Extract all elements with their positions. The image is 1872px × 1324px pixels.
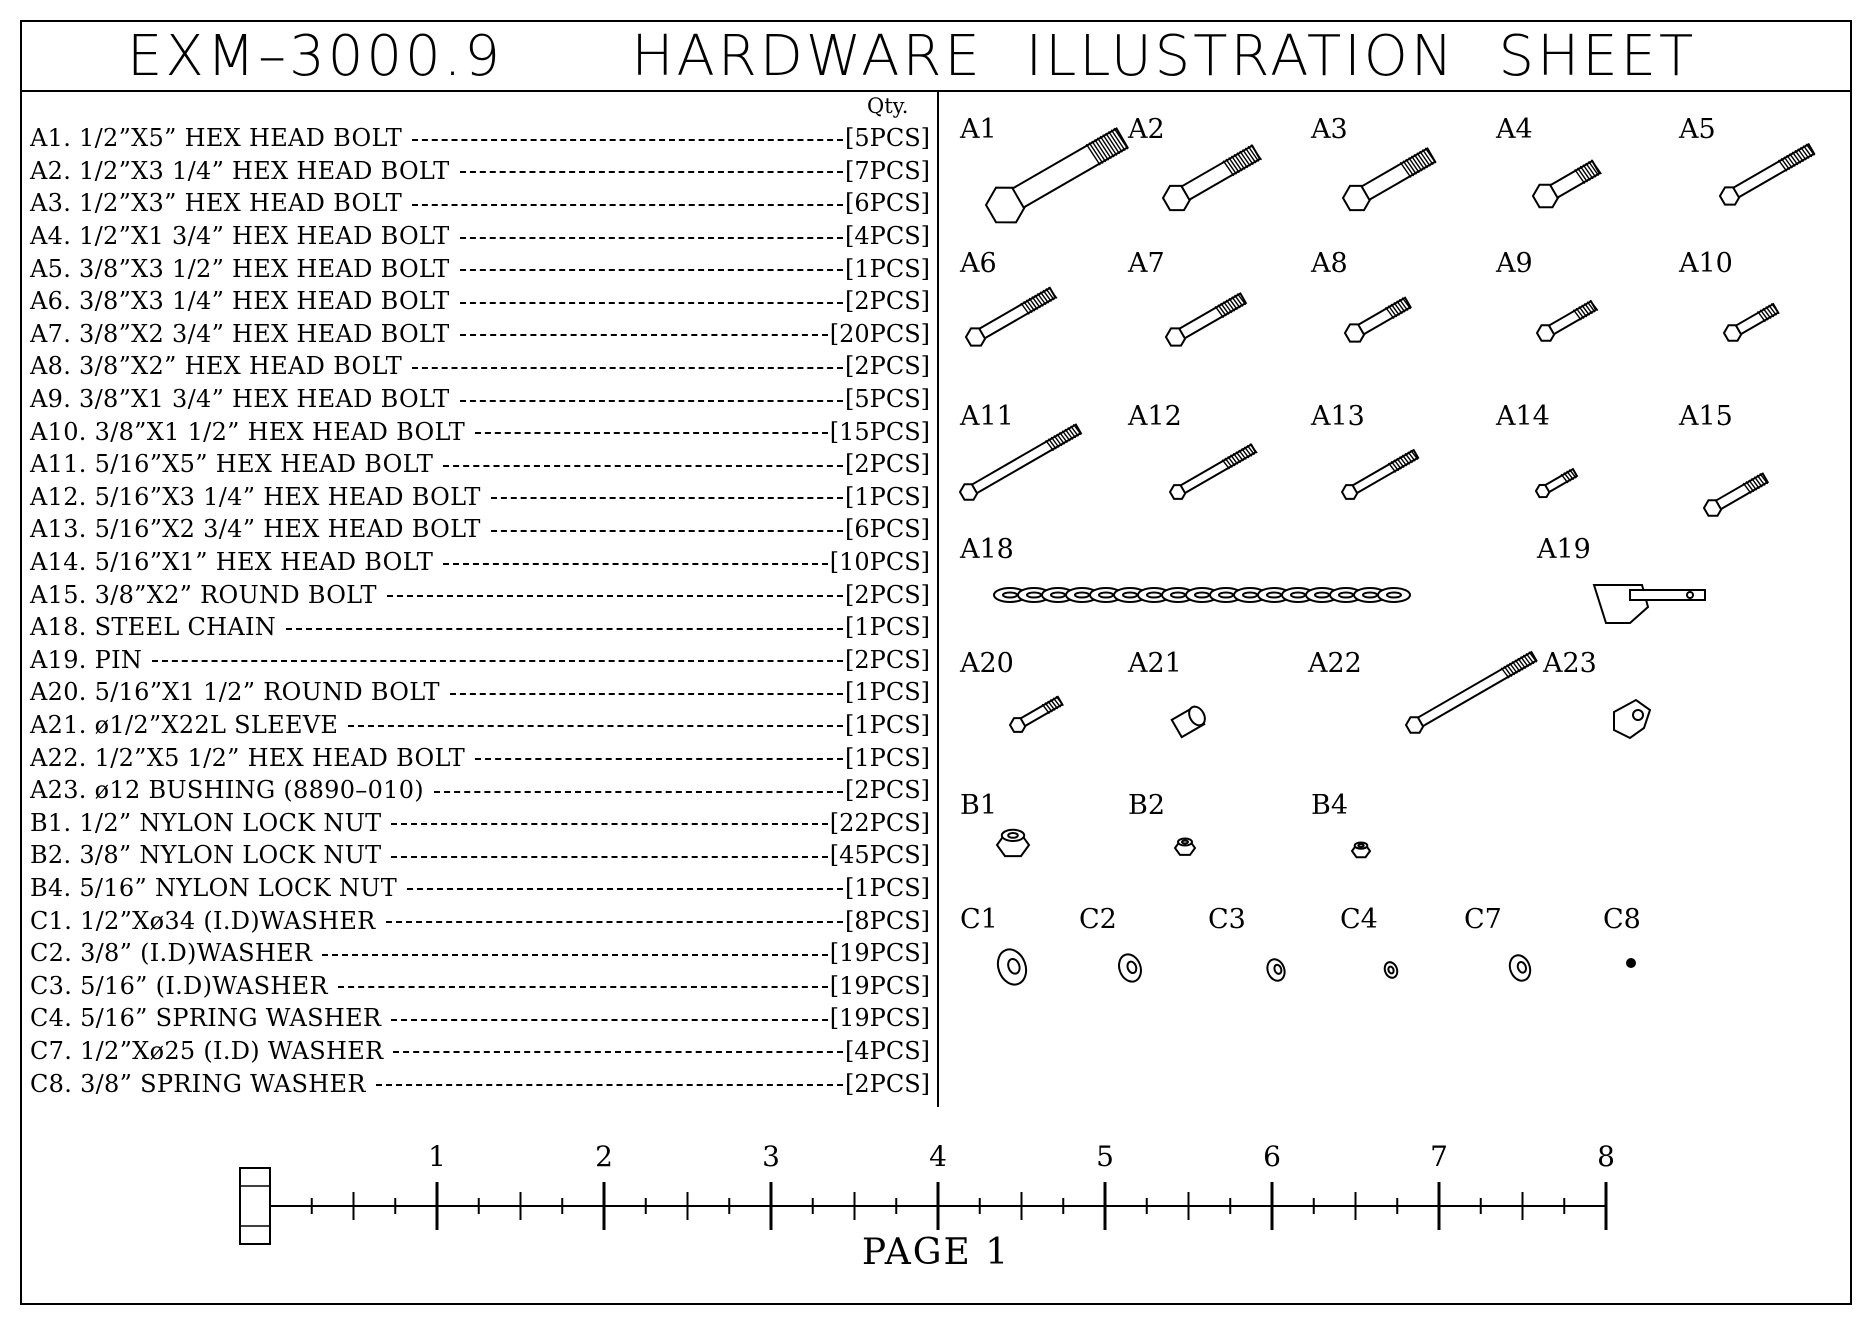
bolt-icon	[981, 121, 1132, 231]
illustration-label: C2	[1079, 904, 1117, 935]
part-name: C1. 1/2”Xø34 (I.D)WASHER	[30, 906, 376, 935]
ruler-label: 4	[929, 1140, 947, 1173]
ruler-label: 8	[1597, 1140, 1615, 1173]
part-name: A13. 5/16”X2 3/4” HEX HEAD BOLT	[30, 515, 481, 544]
washer-icon	[1506, 952, 1533, 983]
part-name: C3. 5/16” (I.D)WASHER	[30, 971, 328, 1000]
part-qty: [22PCS]	[829, 808, 930, 837]
illustration-label: C8	[1603, 904, 1641, 935]
part-qty: [7PCS]	[845, 156, 930, 185]
part-name: A1. 1/2”X5” HEX HEAD BOLT	[30, 124, 403, 153]
part-qty: [19PCS]	[829, 1004, 930, 1033]
part-name: C7. 1/2”Xø25 (I.D) WASHER	[30, 1036, 384, 1065]
part-name: B2. 3/8” NYLON LOCK NUT	[30, 841, 382, 870]
part-qty: [19PCS]	[829, 939, 930, 968]
part-name: A10. 3/8”X1 1/2” HEX HEAD BOLT	[30, 417, 466, 446]
illustration-label: C7	[1464, 904, 1502, 935]
part-qty: [6PCS]	[845, 515, 930, 544]
part-qty: [2PCS]	[845, 450, 930, 479]
illustration-label: B4	[1311, 790, 1349, 821]
part-name: A5. 3/8”X3 1/2” HEX HEAD BOLT	[30, 254, 450, 283]
part-name: A21. ø1/2”X22L SLEEVE	[30, 710, 339, 739]
bolt-icon	[1342, 294, 1412, 346]
part-name: B1. 1/2” NYLON LOCK NUT	[30, 808, 382, 837]
bolt-icon	[1722, 300, 1781, 344]
part-qty: [19PCS]	[829, 971, 930, 1000]
illustration-label: A10	[1679, 248, 1733, 279]
bolt-icon	[1702, 470, 1770, 520]
part-name: A22. 1/2”X5 1/2” HEX HEAD BOLT	[30, 743, 466, 772]
illustration-label: C1	[960, 904, 998, 935]
illustration-label: B1	[960, 790, 998, 821]
part-name: A6. 3/8”X3 1/4” HEX HEAD BOLT	[30, 287, 450, 316]
lock-nut-icon	[1175, 839, 1195, 855]
illustration-label: A6	[960, 248, 997, 279]
illustration-label: A11	[960, 401, 1014, 432]
bolt-icon	[1340, 447, 1420, 502]
pin-icon	[1594, 585, 1705, 623]
part-qty: [2PCS]	[845, 580, 930, 609]
bolt-icon	[1160, 140, 1264, 216]
washer-icon	[1115, 951, 1144, 984]
bolt-icon	[1535, 297, 1599, 345]
illustration-label: A13	[1311, 401, 1365, 432]
part-qty: [2PCS]	[845, 776, 930, 805]
ruler-label: 3	[762, 1140, 780, 1173]
illustration-label: A7	[1128, 248, 1165, 279]
part-name: A4. 1/2”X1 3/4” HEX HEAD BOLT	[30, 222, 450, 251]
part-name: A7. 3/8”X2 3/4” HEX HEAD BOLT	[30, 319, 450, 348]
bushing-icon	[1614, 700, 1650, 738]
spring-washer-icon	[1383, 960, 1400, 979]
ruler-label: 2	[595, 1140, 613, 1173]
illustration-label: A1	[960, 114, 997, 145]
part-qty: [5PCS]	[845, 124, 930, 153]
page-title: EXM–3000.9 HARDWARE ILLUSTRATION SHEET	[22, 22, 1850, 92]
part-name: A20. 5/16”X1 1/2” ROUND BOLT	[30, 678, 440, 707]
part-qty: [1PCS]	[845, 743, 930, 772]
washer-icon	[1264, 957, 1287, 983]
part-name: C8. 3/8” SPRING WASHER	[30, 1069, 366, 1098]
bolt-icon	[1168, 441, 1258, 502]
bolt-icon	[963, 284, 1058, 350]
part-name: A14. 5/16”X1” HEX HEAD BOLT	[30, 548, 434, 577]
bolt-icon	[1717, 140, 1816, 209]
bolt-icon	[1340, 143, 1439, 216]
part-qty: [15PCS]	[829, 417, 930, 446]
part-name: A3. 1/2”X3” HEX HEAD BOLT	[30, 189, 403, 218]
part-name: A8. 3/8”X2” HEX HEAD BOLT	[30, 352, 403, 381]
bolt-icon	[1534, 466, 1578, 500]
ruler-label: 6	[1263, 1140, 1281, 1173]
part-name: A9. 3/8”X1 3/4” HEX HEAD BOLT	[30, 385, 450, 414]
illustration-label: A21	[1128, 648, 1182, 679]
part-name: A19. PIN	[30, 645, 143, 674]
illustration-label: A22	[1308, 648, 1362, 679]
part-name: B4. 5/16” NYLON LOCK NUT	[30, 873, 398, 902]
illustration-label: A8	[1311, 248, 1348, 279]
inch-ruler	[240, 1140, 1615, 1244]
washer-icon	[993, 945, 1031, 988]
part-qty: [20PCS]	[829, 319, 930, 348]
lock-nut-icon	[997, 830, 1029, 856]
illustration-label: A23	[1543, 648, 1597, 679]
part-name: A2. 1/2”X3 1/4” HEX HEAD BOLT	[30, 156, 450, 185]
chain-icon	[994, 588, 1410, 602]
page-number: PAGE 1	[861, 1232, 1011, 1273]
part-qty: [2PCS]	[845, 645, 930, 674]
ruler-label: 1	[428, 1140, 446, 1173]
part-qty: [1PCS]	[845, 613, 930, 642]
part-name: C4. 5/16” SPRING WASHER	[30, 1004, 382, 1033]
qty-column-header: Qty.	[867, 94, 909, 118]
part-name: A11. 5/16”X5” HEX HEAD BOLT	[30, 450, 434, 479]
illustration-label: A9	[1496, 248, 1533, 279]
part-qty: [10PCS]	[829, 548, 930, 577]
part-qty: [4PCS]	[845, 1036, 930, 1065]
illustration-label: A18	[960, 534, 1014, 565]
bolt-icon	[1008, 694, 1064, 736]
illustration-label: A5	[1679, 114, 1716, 145]
part-qty: [2PCS]	[845, 352, 930, 381]
ruler-label: 5	[1096, 1140, 1114, 1173]
lock-nut-icon	[1352, 842, 1370, 857]
part-qty: [1PCS]	[845, 254, 930, 283]
sleeve-icon	[1172, 704, 1208, 737]
spring-washer-icon	[1627, 959, 1635, 967]
part-qty: [4PCS]	[845, 222, 930, 251]
bolt-icon	[1404, 649, 1539, 737]
part-qty: [1PCS]	[845, 678, 930, 707]
illustration-label: C4	[1340, 904, 1378, 935]
illustration-label: A15	[1679, 401, 1733, 432]
part-name: A15. 3/8”X2” ROUND BOLT	[30, 580, 377, 609]
part-qty: [6PCS]	[845, 189, 930, 218]
part-qty: [1PCS]	[845, 482, 930, 511]
part-qty: [5PCS]	[845, 385, 930, 414]
bolt-icon	[1163, 290, 1248, 350]
bolt-icon	[1530, 155, 1604, 213]
part-qty: [8PCS]	[845, 906, 930, 935]
part-qty: [1PCS]	[845, 873, 930, 902]
illustration-label: A20	[960, 648, 1014, 679]
illustration-label: A12	[1128, 401, 1182, 432]
bolt-icon	[958, 421, 1083, 504]
part-name: A23. ø12 BUSHING (8890–010)	[30, 776, 424, 805]
illustration-label: A14	[1496, 401, 1550, 432]
part-qty: [1PCS]	[845, 710, 930, 739]
illustration-label: A2	[1128, 114, 1165, 145]
illustration-label: A4	[1496, 114, 1533, 145]
illustration-label: A19	[1537, 534, 1591, 565]
part-qty: [45PCS]	[829, 841, 930, 870]
illustration-label: A3	[1311, 114, 1348, 145]
part-qty: [2PCS]	[845, 1069, 930, 1098]
part-name: C2. 3/8” (I.D)WASHER	[30, 939, 313, 968]
illustration-label: C3	[1208, 904, 1246, 935]
part-name: A12. 5/16”X3 1/4” HEX HEAD BOLT	[30, 482, 481, 511]
part-qty: [2PCS]	[845, 287, 930, 316]
ruler-label: 7	[1430, 1140, 1448, 1173]
illustration-label: B2	[1128, 790, 1166, 821]
part-name: A18. STEEL CHAIN	[30, 613, 277, 642]
